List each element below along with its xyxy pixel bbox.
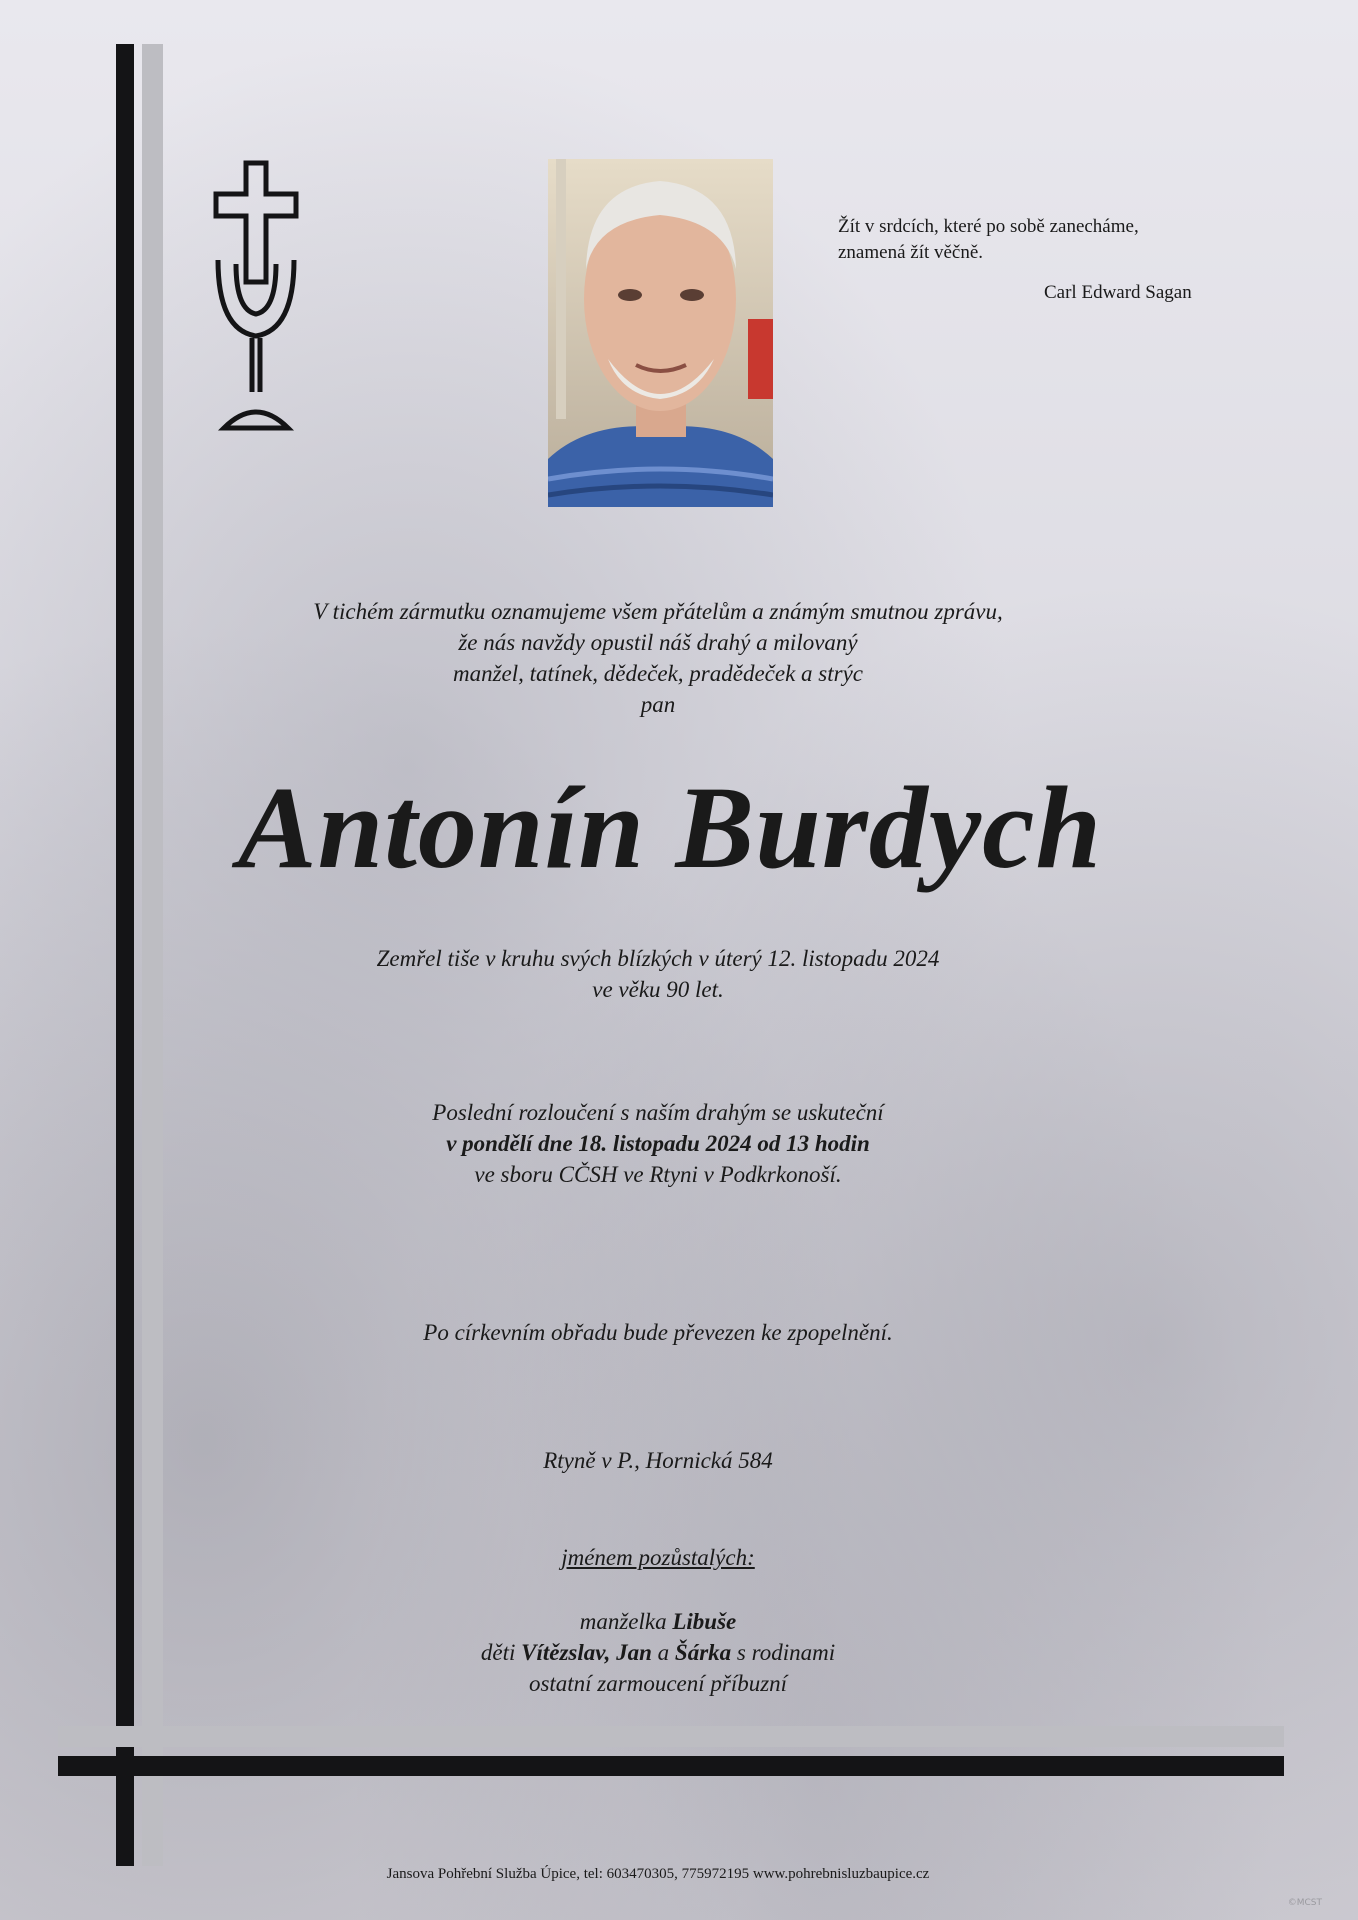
mourner-others: ostatní zarmoucení příbuzní bbox=[528, 1671, 788, 1696]
conjunction: a bbox=[657, 1640, 670, 1665]
funeral-service-footer: Jansova Pohřební Služba Úpice, tel: 603470305, 775972195 www.pohrebnisluzbaupice.cz bbox=[386, 1866, 930, 1882]
watermark: ©MCST bbox=[1287, 1898, 1322, 1908]
child-name: Šárka bbox=[674, 1640, 732, 1665]
announcement-intro bbox=[158, 596, 1158, 720]
death-info bbox=[158, 943, 1158, 1005]
child-name: Jan bbox=[616, 1640, 652, 1665]
intro-line: manžel, tatínek, dědeček, pradědeček a strýc bbox=[453, 661, 863, 686]
children-prefix: děti bbox=[480, 1640, 516, 1665]
quote-author: Carl Edward Sagan bbox=[1044, 282, 1192, 303]
intro-line: pan bbox=[640, 692, 676, 717]
funeral-info bbox=[158, 1097, 1158, 1190]
cremation-note: Po církevním obřadu bude převezen ke zpopelnění. bbox=[423, 1320, 893, 1345]
children-suffix: s rodinami bbox=[736, 1640, 836, 1665]
death-line: Zemřel tiše v kruhu svých blízkých v úterý 12. listopadu 2024 bbox=[376, 946, 940, 971]
border-dark-vertical bbox=[116, 44, 134, 1866]
border-dark-horizontal bbox=[58, 1756, 1284, 1776]
death-age: ve věku 90 let. bbox=[592, 977, 724, 1002]
funeral-place: ve sboru CČSH ve Rtyni v Podkrkonoší. bbox=[474, 1162, 842, 1187]
intro-line: že nás navždy opustil náš drahý a milovaný bbox=[458, 630, 858, 655]
deceased-name: Antonín Burdych bbox=[237, 762, 1103, 893]
funeral-datetime: v pondělí dne 18. listopadu 2024 od 13 hodin bbox=[446, 1131, 870, 1156]
portrait-photo bbox=[548, 159, 773, 507]
quote-line: znamená žít věčně. bbox=[838, 242, 984, 263]
mourners-list bbox=[158, 1606, 1158, 1699]
on-behalf-label: jménem pozůstalých: bbox=[561, 1545, 755, 1570]
wife-name: Libuše bbox=[672, 1609, 737, 1634]
family-address: Rtyně v P., Hornická 584 bbox=[543, 1448, 773, 1473]
intro-line: V tichém zármutku oznamujeme všem přátelům a známým smutnou zprávu, bbox=[313, 599, 1003, 624]
quote-line: Žít v srdcích, které po sobě zanecháme, bbox=[838, 216, 1139, 237]
mourner-wife bbox=[158, 1606, 1158, 1637]
border-gray-horizontal bbox=[58, 1726, 1284, 1747]
wife-prefix: manželka bbox=[579, 1609, 667, 1634]
funeral-line: Poslední rozloučení s naším drahým se uskuteční bbox=[432, 1100, 884, 1125]
on-behalf-heading bbox=[158, 1542, 1158, 1573]
cross-chalice-icon bbox=[212, 160, 300, 434]
child-name: Vítězslav, bbox=[521, 1640, 611, 1665]
quote-block bbox=[838, 214, 1258, 306]
mourner-children bbox=[158, 1637, 1158, 1668]
